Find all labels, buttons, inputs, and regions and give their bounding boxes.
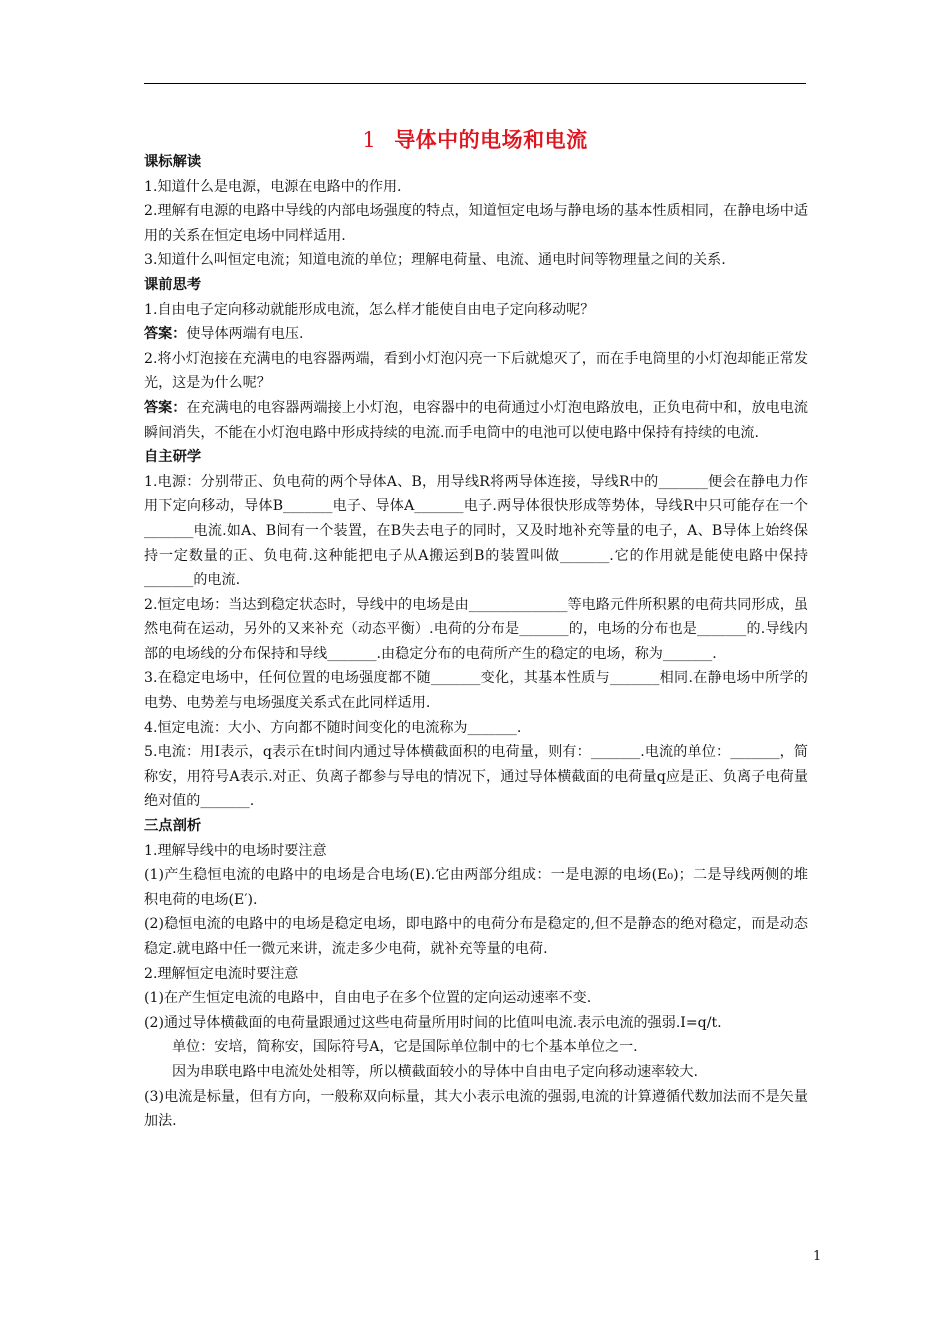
answer bbox=[144, 396, 808, 445]
paragraph: 2.理解恒定电流时要注意 bbox=[144, 965, 299, 982]
page-number: 1 bbox=[813, 1249, 822, 1264]
paragraph: 4.恒定电流：大小、方向都不随时间变化的电流称为_______. bbox=[144, 719, 522, 736]
paragraph: 1.电源：分别带正、负电荷的两个导体A、B，用导线R将两导体连接，导线R中的_______便会在静电力作用下定向移动，导体B_______电子、导体A_______电子.两导体很快形成等势体，导线R中只可能存在一个_______电流.如A、B间有一个装置，在B失去电子的同时，又及时地补充等量的电子，A、B导体上始终保持一定数量的正、负电荷.这种能把电子从A搬运到B的装置叫做_______.它的作用就是能使电路中保持_______的电流. bbox=[144, 473, 808, 589]
answer-text: 在充满电的电容器两端接上小灯泡，电容器中的电荷通过小灯泡电路放电，正负电荷中和，放电电流瞬间消失，不能在小灯泡电路中形成持续的电流.而手电筒中的电池可以使电路中保持有持续的电流. bbox=[144, 399, 809, 441]
paragraph: (1)在产生恒定电流的电路中，自由电子在多个位置的定向运动速率不变. bbox=[144, 990, 592, 1007]
paragraph: 5.电流：用I表示，q表示在t时间内通过导体横截面积的电荷量，则有：_______.电流的单位：_______，简称安，用符号A表示.对正、负离子都参与导电的情况下，通过导体横截面的电荷量q应是正、负离子电荷量绝对值的_______. bbox=[144, 744, 808, 810]
section-heading: 课标解读 bbox=[144, 154, 202, 170]
paragraph: 1.理解导线中的电场时要注意 bbox=[144, 842, 327, 859]
question: 1.自由电子定向移动就能形成电流，怎么样才能使自由电子定向移动呢？ bbox=[144, 301, 595, 318]
document-body bbox=[144, 150, 808, 1134]
paragraph: 3.在稳定电场中，任何位置的电场强度都不随_______变化，其基本性质与_______相同.在静电场中所学的电势、电势差与电场强度关系式在此同样适用. bbox=[144, 670, 808, 712]
paragraph: 3.知道什么叫恒定电流；知道电流的单位；理解电荷量、电流、通电时间等物理量之间的关系. bbox=[144, 252, 726, 269]
paragraph: 单位：安培，简称安，国际符号A，它是国际单位制中的七个基本单位之一. bbox=[172, 1039, 638, 1056]
paragraph: (2)通过导体横截面的电荷量跟通过这些电荷量所用时间的比值叫电流.表示电流的强弱.I=q/t. bbox=[144, 1014, 722, 1031]
title-text: 导体中的电场和电流 bbox=[394, 128, 588, 152]
section-heading: 三点剖析 bbox=[144, 818, 202, 835]
section-heading: 自主研学 bbox=[144, 449, 202, 466]
section-heading: 课前思考 bbox=[144, 276, 202, 293]
paragraph: (1)产生稳恒电流的电路中的电场是合电场(E).它由两部分组成：一是电源的电场(E₀)；二是导线两侧的堆积电荷的电场(E′). bbox=[144, 867, 808, 908]
header-rule bbox=[144, 83, 806, 84]
answer-text: 使导体两端有电压. bbox=[186, 326, 304, 343]
answer-label: 答案： bbox=[144, 326, 187, 343]
paragraph: 2.恒定电场：当达到稳定状态时，导线中的电场是由______________等电路元件所积累的电荷共同形成，虽然电荷在运动，另外的又来补充（动态平衡）.电荷的分布是_______的，电场的分布也是_______的.导线内部的电场线的分布保持和导线_______.由稳定分布的电荷所产生的稳定的电场，称为_______. bbox=[144, 596, 808, 662]
paragraph: (3)电流是标量，但有方向，一般称双向标量，其大小表示电流的强弱,电流的计算遵循代数加法而不是矢量加法. bbox=[144, 1088, 808, 1130]
paragraph: (2)稳恒电流的电路中的电场是稳定电场，即电路中的电荷分布是稳定的,但不是静态的绝对稳定，而是动态稳定.就电路中任一微元来讲，流走多少电荷，就补充等量的电荷. bbox=[144, 916, 808, 957]
paragraph: 2.理解有电源的电路中导线的内部电场强度的特点，知道恒定电场与静电场的基本性质相同，在静电场中适用的关系在恒定电场中同样适用. bbox=[144, 203, 808, 244]
title-number: 1 bbox=[362, 128, 377, 152]
answer bbox=[144, 322, 808, 347]
question: 2.将小灯泡接在充满电的电容器两端，看到小灯泡闪亮一下后就熄灭了，而在手电筒里的小灯泡却能正常发光，这是为什么呢？ bbox=[144, 350, 808, 392]
paragraph: 因为串联电路中电流处处相等，所以横截面较小的导体中自由电子定向移动速率较大. bbox=[172, 1063, 698, 1080]
answer-label: 答案： bbox=[144, 399, 187, 416]
paragraph: 1.知道什么是电源，电源在电路中的作用. bbox=[144, 178, 402, 195]
